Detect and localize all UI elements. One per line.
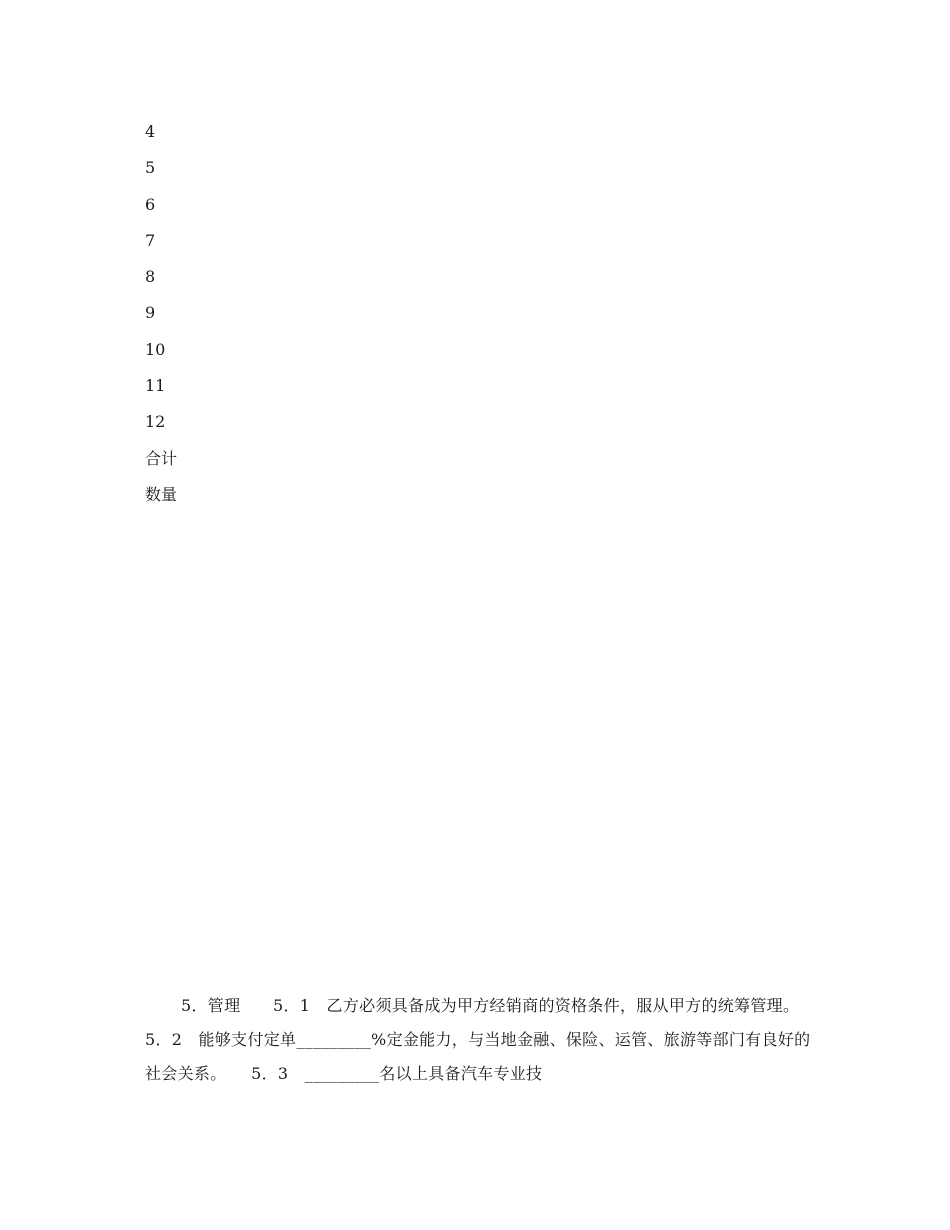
- list-item: 11: [145, 376, 166, 396]
- list-item: 12: [145, 412, 166, 432]
- list-item: 7: [145, 230, 156, 250]
- row-number-list: [145, 120, 177, 519]
- list-item: 4: [145, 122, 156, 141]
- list-item: 9: [145, 303, 156, 323]
- section-5-paragraph: 5．管理 5．1 乙方必须具备成为甲方经销商的资格条件，服从甲方的统筹管理。 5．2 能够支付定单_________%定金能力，与当地金融、保险、运管、旅游等部门有良好的社会关系。 5．3 _________名以上具备汽车专业技: [145, 996, 824, 1083]
- list-item: 10: [145, 339, 166, 359]
- list-item-quantity: 数量: [145, 484, 178, 504]
- list-item-total: 合计: [145, 448, 178, 468]
- list-item: 6: [145, 194, 156, 214]
- list-item: 5: [145, 158, 156, 178]
- list-item: 8: [145, 267, 156, 287]
